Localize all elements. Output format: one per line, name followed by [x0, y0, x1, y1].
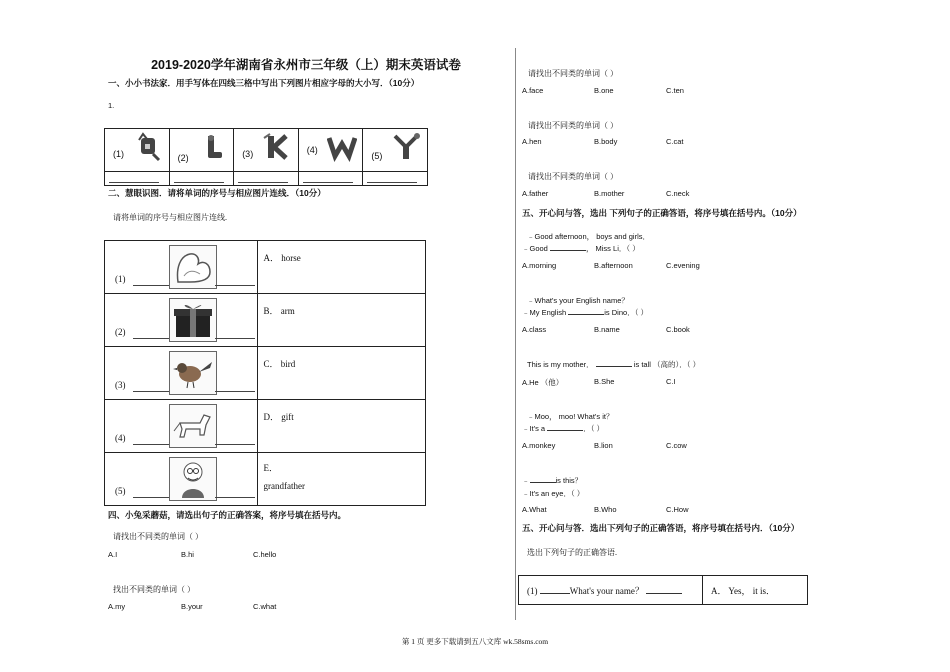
option-a: A.What	[522, 505, 547, 514]
letter-q-picture-icon	[133, 132, 163, 162]
dialog-line: ﹣ is this？	[522, 476, 583, 485]
option-b: B.Who	[594, 505, 617, 514]
option-a: A.class	[522, 325, 547, 334]
page-footer: 第 1 页 更多下载请到五八文库 wk.58sms.com	[401, 637, 549, 646]
dialog-line: This is my mother． is tall （高的）．（ ）	[527, 360, 701, 369]
option-a: A.I	[108, 550, 118, 559]
option-a: A.father	[522, 189, 549, 198]
question-text: What's your name？	[569, 585, 644, 596]
letter-l-picture-icon	[198, 132, 228, 162]
dialog-line: ﹣Good afternoon， boys and girls．	[527, 232, 650, 241]
question-answer-table	[518, 575, 808, 605]
question-prompt: 请找出不同类的单词（ ）	[528, 121, 618, 130]
option-b: B.one	[594, 86, 614, 95]
matching-option-cell-3	[257, 347, 425, 400]
option-c: C.book	[666, 325, 690, 334]
section5a-heading: 五、开心问与答，选出 下列句子的正确答语，将序号填在括号内。（10分）	[522, 208, 802, 218]
grandfather-picture-icon	[169, 457, 217, 501]
option-b: B.mother	[594, 189, 625, 198]
dialog-line: ﹣What's your English name？	[527, 296, 629, 305]
horse-picture-icon	[169, 404, 217, 448]
letter-w-picture-icon	[327, 132, 357, 162]
matching-option-cell-5	[257, 453, 425, 506]
letter-cell-5	[363, 129, 428, 186]
option-text-2: grandfather	[263, 481, 305, 491]
option-c: C.hello	[253, 550, 277, 559]
letter-cell-2	[169, 129, 234, 186]
question-prompt: 请找出不同类的单词（ ）	[528, 69, 618, 78]
option-a: A.my	[108, 602, 126, 611]
option-text: B． arm	[263, 306, 295, 316]
answer-text: A． Yes， it is．	[711, 585, 776, 596]
matching-picture-cell-1	[105, 241, 258, 294]
matching-option-cell-1	[257, 241, 425, 294]
row-number: (3)	[115, 380, 126, 390]
option-c: C.what	[253, 602, 277, 611]
option-b: B.name	[594, 325, 620, 334]
page-title: 2019-2020学年湖南省永州市三年级（上）期末英语试卷	[151, 58, 461, 72]
option-b: B.lion	[594, 441, 613, 450]
option-a: A.morning	[522, 261, 557, 270]
option-b: B.your	[181, 602, 203, 611]
column-divider	[515, 48, 516, 620]
matching-option-cell-2	[257, 294, 425, 347]
answer-cell	[703, 576, 808, 605]
matching-picture-cell-4	[105, 400, 258, 453]
matching-table	[104, 240, 426, 506]
item-number: (2)	[177, 153, 189, 163]
question-cell	[519, 576, 703, 605]
gift-picture-icon	[169, 298, 217, 342]
letter-cell-1	[105, 129, 170, 186]
letter-y-picture-icon	[391, 132, 421, 162]
letter-writing-table	[104, 128, 428, 186]
option-c: C.cow	[666, 441, 687, 450]
option-a: A.hen	[522, 137, 542, 146]
option-b: B.hi	[181, 550, 194, 559]
option-b: B.She	[594, 377, 615, 386]
bird-picture-icon	[169, 351, 217, 395]
option-c: C.neck	[666, 189, 690, 198]
section2-instruction: 请将单词的序号与相应图片连线.	[113, 213, 227, 222]
dialog-line: ﹣It's an eye．（ ）	[522, 489, 585, 498]
option-text: A． horse	[263, 253, 301, 263]
row-number: (1)	[527, 585, 538, 596]
section1-heading: 一、小小书法家．用手写体在四线三格中写出下列图片相应字母的大小写．（10分）	[108, 78, 420, 88]
question-prompt: 找出不同类的单词（ ）	[113, 585, 195, 594]
item-number: (1)	[113, 149, 124, 159]
option-b: B.body	[594, 137, 618, 146]
section1-number: 1.	[108, 101, 115, 110]
option-c: C.I	[666, 377, 676, 386]
option-c: C.ten	[666, 86, 684, 95]
section5b-heading: 五、开心问与答．选出下列句子的正确答语，将序号填在括号内．（10分）	[522, 523, 800, 533]
dialog-line: ﹣It's a ．（ ）	[522, 424, 605, 433]
section2-heading: 二、慧眼识图．请将单词的序号与相应图片连线．（10分）	[108, 188, 326, 198]
question-prompt: 请找出不同类的单词（ ）	[113, 532, 203, 541]
arm-picture-icon	[169, 245, 217, 289]
dialog-line: ﹣My English is Dino．（ ）	[522, 308, 649, 317]
dialog-line: ﹣Good ， Miss Li．（ ）	[522, 244, 640, 253]
section5b-instruction: 选出下列句子的正确答语.	[527, 548, 617, 557]
question-prompt: 请找出不同类的单词（ ）	[528, 172, 618, 181]
row-number: (5)	[115, 486, 126, 496]
matching-picture-cell-3	[105, 347, 258, 400]
option-c: C.evening	[666, 261, 700, 270]
option-a: A.face	[522, 86, 544, 95]
item-number: (5)	[371, 151, 383, 161]
dialog-line: ﹣Moo， moo! What's it？	[527, 412, 614, 421]
matching-picture-cell-2	[105, 294, 258, 347]
matching-picture-cell-5	[105, 453, 258, 506]
matching-option-cell-4	[257, 400, 425, 453]
option-c: C.How	[666, 505, 689, 514]
option-text: D． gift	[263, 412, 294, 422]
letter-cell-3	[234, 129, 299, 186]
row-number: (2)	[115, 327, 126, 337]
option-a: A.monkey	[522, 441, 556, 450]
section4-heading: 四、小兔采蘑菇，请选出句子的正确答案，将序号填在括号内。	[108, 510, 347, 520]
item-number: (3)	[242, 149, 254, 159]
option-a: A.He （他）	[522, 378, 564, 387]
option-text: C． bird	[263, 359, 296, 369]
letter-cell-4	[298, 129, 363, 186]
letter-k-picture-icon	[262, 132, 292, 162]
row-number: (4)	[115, 433, 126, 443]
option-text: E．	[263, 463, 279, 473]
item-number: (4)	[306, 145, 318, 155]
option-b: B.afternoon	[594, 261, 633, 270]
option-c: C.cat	[666, 137, 684, 146]
row-number: (1)	[115, 274, 126, 284]
